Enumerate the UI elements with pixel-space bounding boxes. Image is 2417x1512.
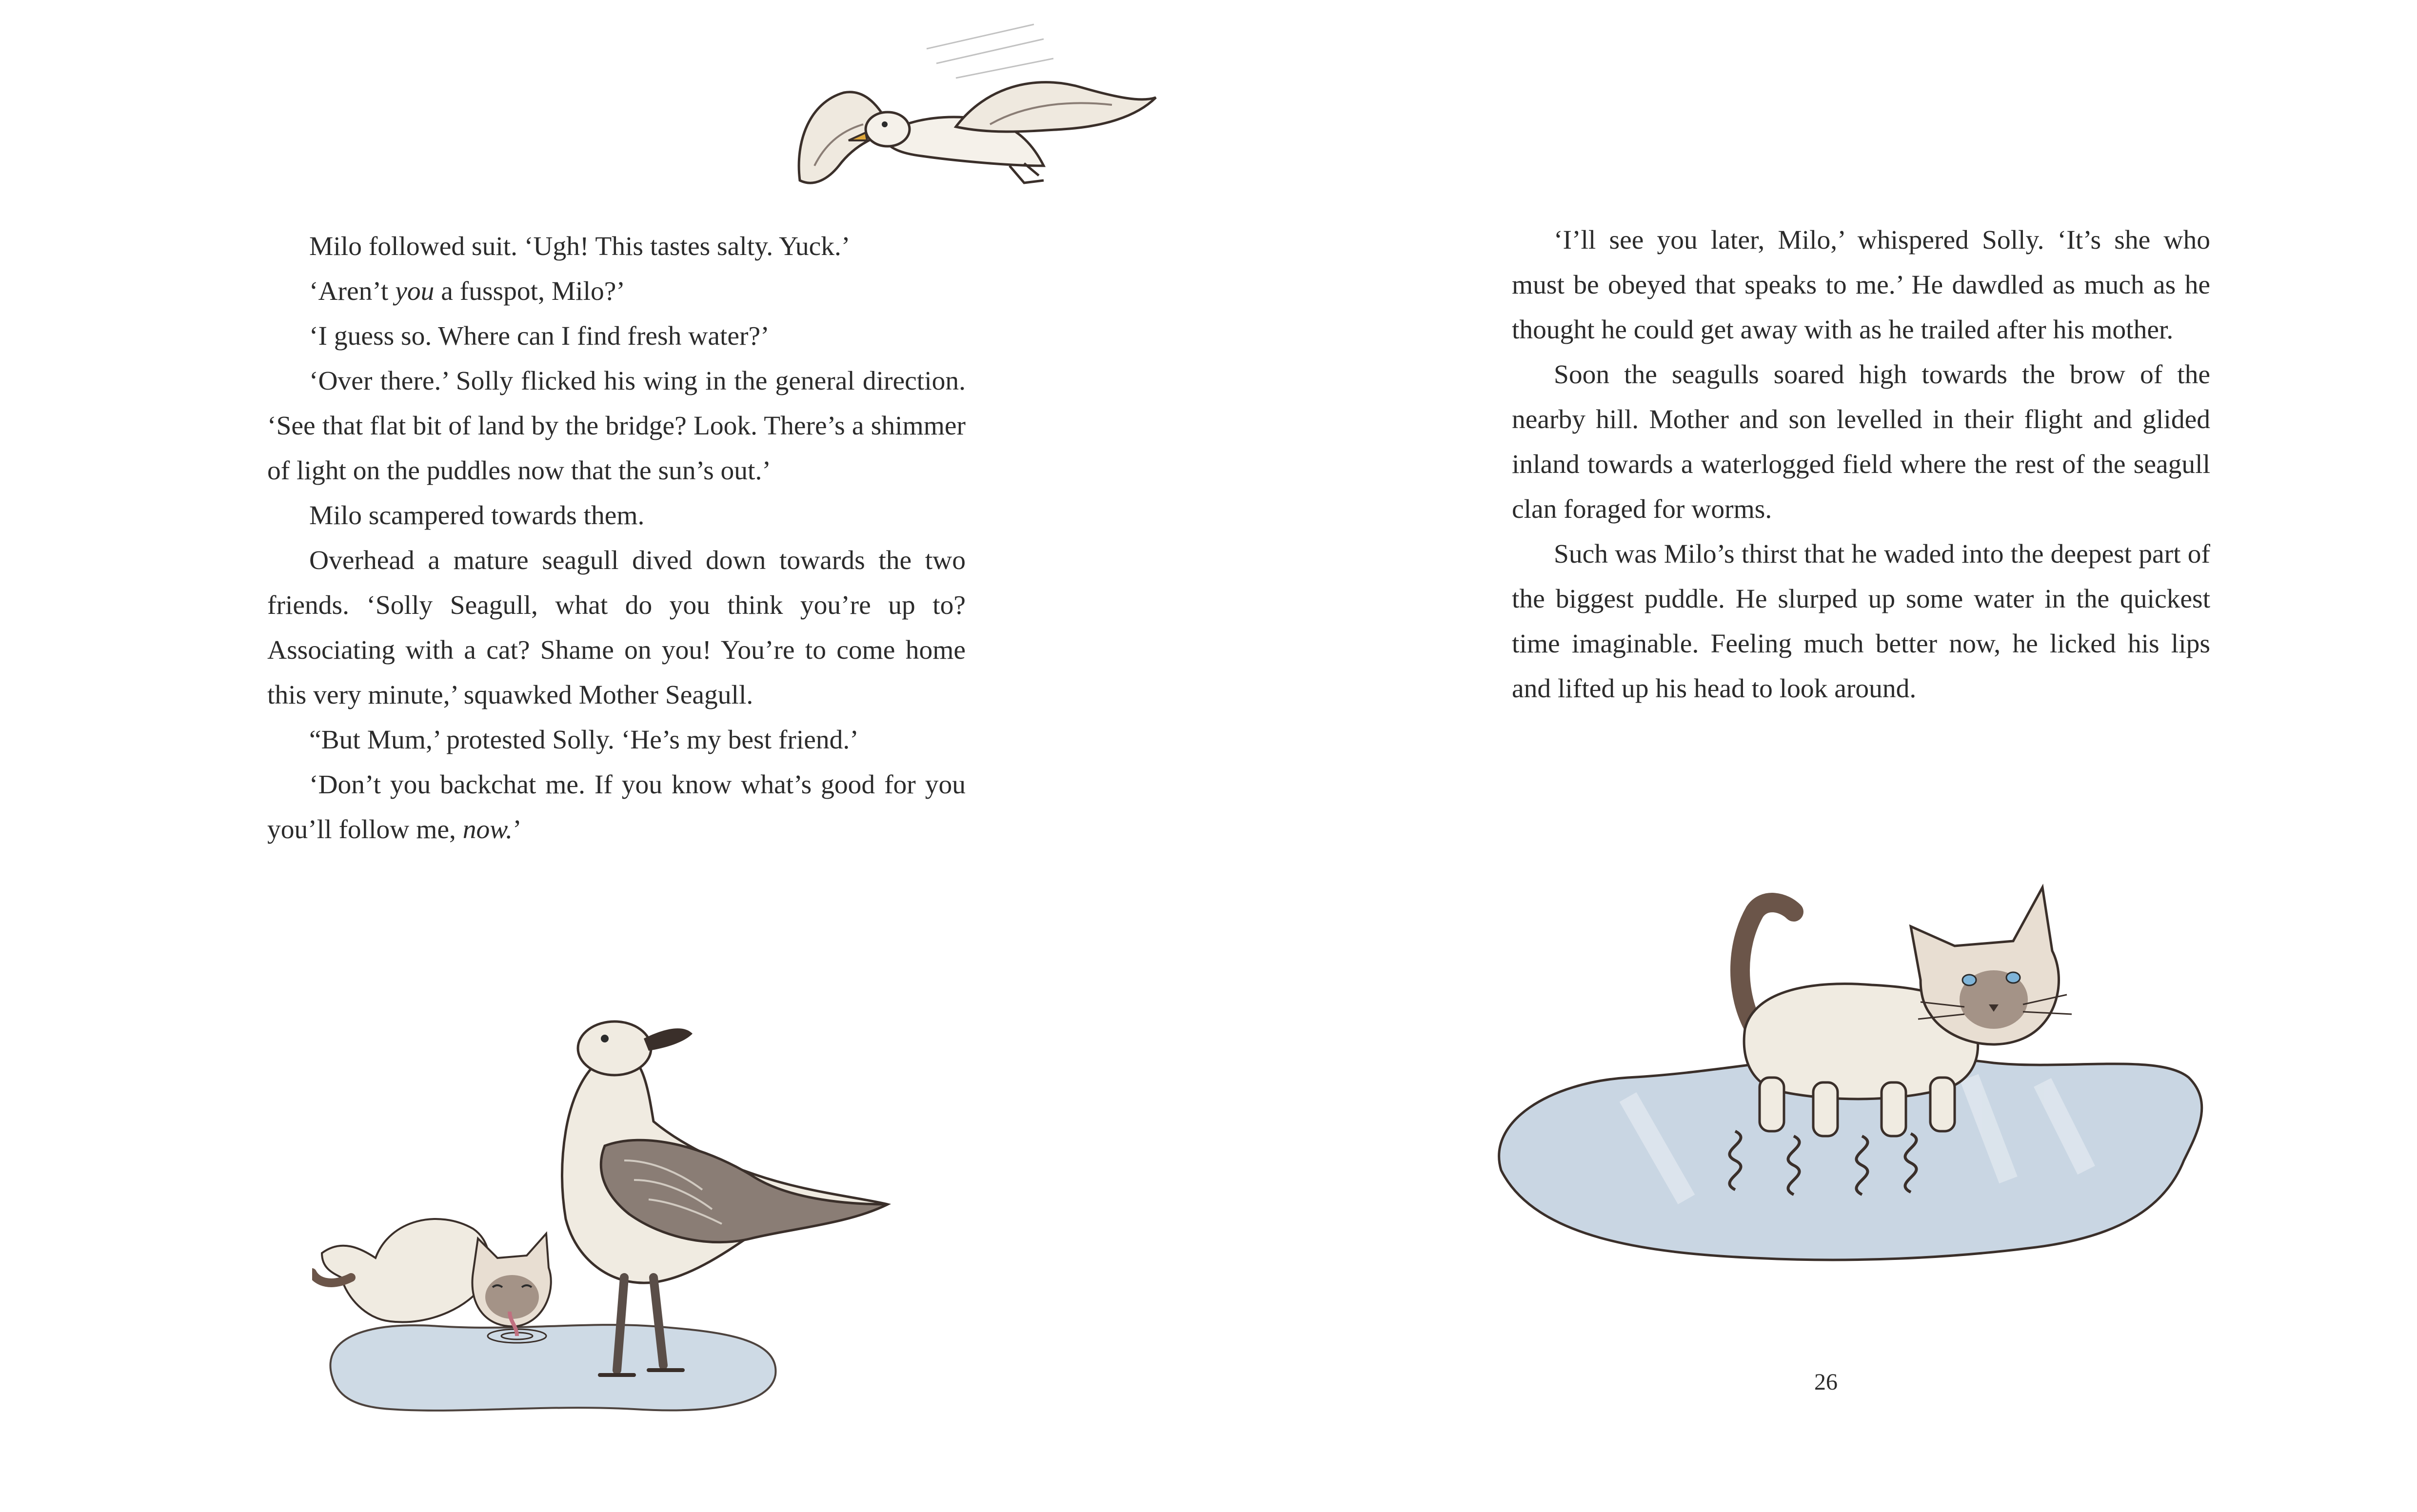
right-page	[1208, 0, 2417, 1512]
flying-seagull-icon	[780, 20, 1161, 195]
paragraph: Such was Milo’s thirst that he waded into the deepest part of the biggest puddle. He slurped up some water in the quickest time imaginable. Feeling much better now, he licked his lips and lifted up his head to look around.	[1512, 539, 2210, 704]
paragraph: ‘I guess so. Where can I find fresh water?’	[309, 321, 770, 351]
right-page-text	[1512, 218, 2210, 711]
paragraph: Milo followed suit. ‘Ugh! This tastes salty. Yuck.’	[309, 232, 851, 261]
paragraph: Overhead a mature seagull dived down towards the two friends. ‘Solly Seagull, what do you think you’re up to? Associating with a cat? Shame on you! You’re to come home this very minute,’ squawked Mother Seagull.	[267, 546, 966, 710]
paragraph: “But Mum,’ protested Solly. ‘He’s my best friend.’	[309, 725, 859, 755]
paragraph: Soon the seagulls soared high towards the brow of the nearby hill. Mother and son levelled in their flight and glided inland towards a waterlogged field where the rest of the seagull clan foraged for worms.	[1512, 360, 2210, 524]
paragraph: ‘Aren’t you a fusspot, Milo?’	[309, 276, 625, 306]
seagull-and-cat-drinking-icon	[312, 985, 956, 1424]
left-page-text	[267, 224, 966, 852]
paragraph: ‘Over there.’ Solly flicked his wing in the general direction. ‘See that flat bit of land by the bridge? Look. There’s a shimmer of light on the puddles now that the sun’s out.’	[267, 366, 966, 486]
left-page	[0, 0, 1208, 1512]
page-number: 26	[1814, 1369, 1838, 1395]
paragraph: Milo scampered towards them.	[309, 501, 645, 530]
cat-in-puddle-icon	[1482, 868, 2213, 1307]
paragraph: ‘I’ll see you later, Milo,’ whispered Solly. ‘It’s she who must be obeyed that speaks to me.’ He dawdled as much as he thought he could get away with as he trailed after his mother.	[1512, 225, 2210, 345]
paragraph: ‘Don’t you backchat me. If you know what’s good for you you’ll follow me, now.’	[267, 770, 966, 844]
